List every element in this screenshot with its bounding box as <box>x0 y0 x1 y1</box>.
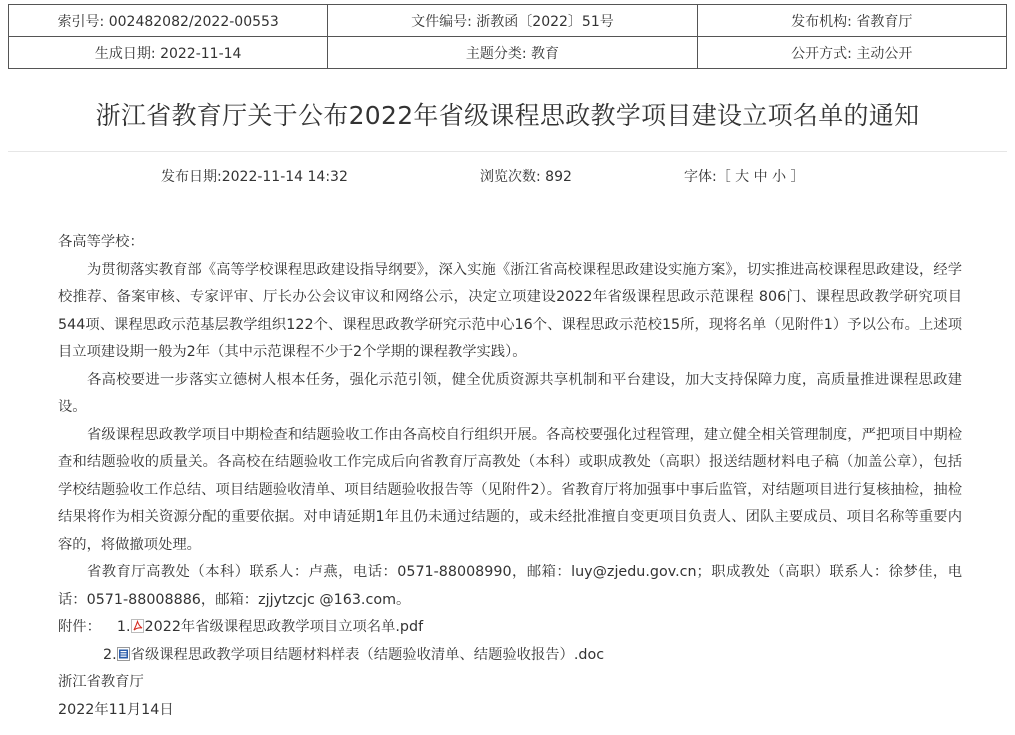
salutation: 各高等学校： <box>58 234 144 250</box>
issuing-authority: 发布机构: 省教育厅 <box>697 5 1006 37</box>
font-small-button[interactable]: 小 <box>772 169 787 185</box>
metadata-table <box>8 4 1007 69</box>
attachment-link-2[interactable]: 省级课程思政教学项目结题材料样表（结题验收清单、结题验收报告）.doc <box>130 646 605 663</box>
pdf-icon <box>131 619 144 633</box>
attachment-number: 2. <box>103 646 117 663</box>
attachment-label: 附件： <box>58 619 101 635</box>
topic-category: 主题分类: 教育 <box>328 37 697 69</box>
publish-date: 发布日期:2022-11-14 14:32 <box>161 169 348 185</box>
disclosure-method: 公开方式: 主动公开 <box>697 37 1006 69</box>
font-large-button[interactable]: 大 <box>735 169 750 185</box>
page-title: 浙江省教育厅关于公布2022年省级课程思政教学项目建设立项名单的通知 <box>95 101 920 130</box>
attachment-row-2 <box>58 642 962 670</box>
paragraph-4: 省教育厅高教处（本科）联系人：卢燕，电话：0571-88008990，邮箱：luy@zjedu.gov.cn；职成教处（高职）联系人：徐梦佳，电话：0571-88008886，邮箱：zjjytzcjc @163.com。 <box>58 564 962 608</box>
font-size-bracket: ］ <box>790 169 805 185</box>
paragraph-2: 各高校要进一步落实立德树人根本任务，强化示范引领，健全优质资源共享机制和平台建设，加大支持保障力度，高质量推进课程思政建设。 <box>58 371 962 415</box>
article-body <box>58 229 962 724</box>
signature-date: 2022年11月14日 <box>58 701 174 718</box>
font-medium-button[interactable]: 中 <box>753 169 768 185</box>
doc-icon <box>117 647 130 661</box>
font-size-label: 字体:［ <box>684 169 731 185</box>
document-number: 文件编号: 浙教函〔2022〕51号 <box>328 5 697 37</box>
divider <box>8 151 1007 152</box>
creation-date: 生成日期: 2022-11-14 <box>9 37 328 69</box>
view-count: 浏览次数: 892 <box>480 169 572 185</box>
signature-org: 浙江省教育厅 <box>58 674 144 690</box>
metadata-row <box>9 5 1007 37</box>
metadata-row <box>9 37 1007 69</box>
font-size-control <box>684 166 805 186</box>
attachment-row-1 <box>58 614 962 642</box>
paragraph-3: 省级课程思政教学项目中期检查和结题验收工作由各高校自行组织开展。各高校要强化过程管理，建立健全相关管理制度，严把项目中期检查和结题验收的质量关。各高校在结题验收工作完成后向省教育厅高教处（本科）或职成教处（高职）报送结题材料电子稿（加盖公章），包括学校结题验收工作总结、项目结题验收清单、项目结题验收报告等（见附件2）。省教育厅将加强事中事后监管，对结题项目进行复核抽检，抽检结果将作为相关资源分配的重要依据。对申请延期1年且仍未通过结题的，或未经批准擅自变更项目负责人、团队主要成员、项目名称等重要内容的，将做撤项处理。 <box>58 426 962 553</box>
paragraph-1: 为贯彻落实教育部《高等学校课程思政建设指导纲要》，深入实施《浙江省高校课程思政建设实施方案》，切实推进高校课程思政建设，经学校推荐、备案审核、专家评审、厅长办公会议审议和网络公示，决定立项建设2022年省级课程思政示范课程 806门、课程思政教学研究项目544项、课程思政示范基层教学组织122个、课程思政教学研究示范中心16个、课程思政示范校15所，现将名单（见附件1）予以公布。上述项目立项建设期一般为2年（其中示范课程不少于2个学期的课程教学实践）。 <box>58 261 962 360</box>
index-number: 索引号: 002482082/2022-00553 <box>9 5 328 37</box>
attachment-number: 1. <box>116 619 131 635</box>
attachment-link-1[interactable]: 2022年省级课程思政教学项目立项名单.pdf <box>144 619 424 635</box>
